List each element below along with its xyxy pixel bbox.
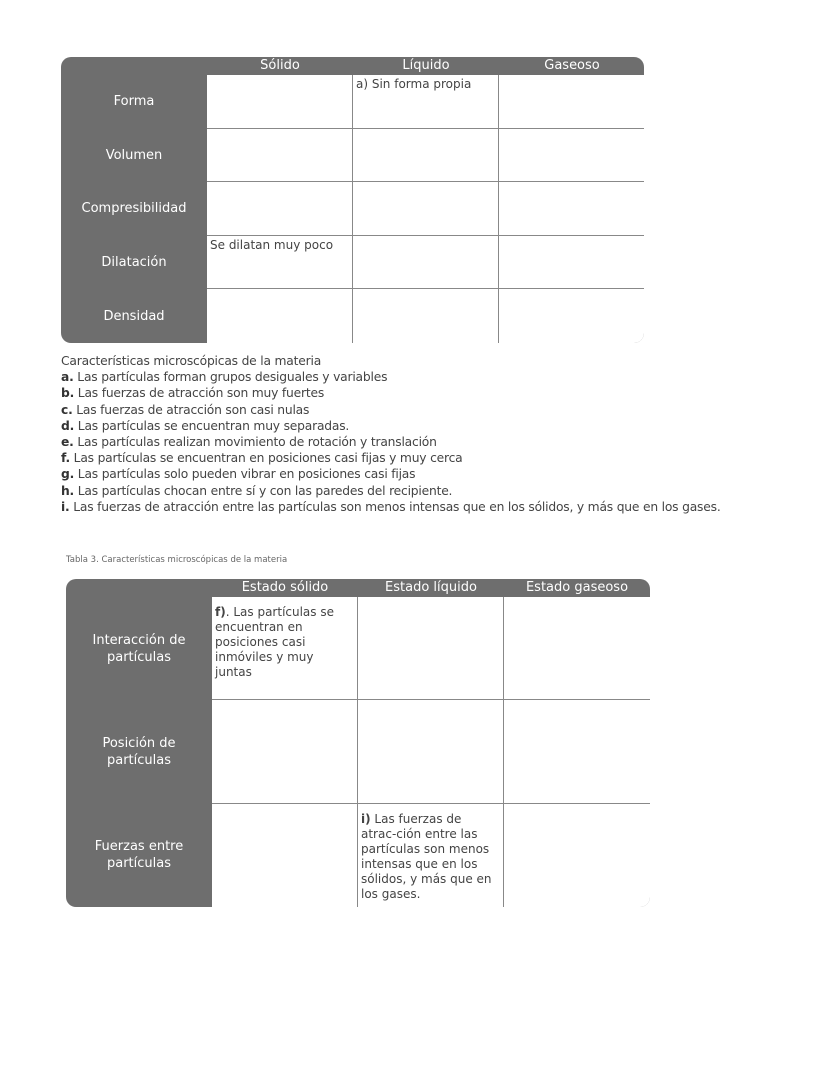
list-item-text: Las partículas se encuentran muy separadas. <box>74 418 350 433</box>
list-item-text: Las partículas se encuentran en posiciones casi fijas y muy cerca <box>69 451 463 466</box>
list-item-letter: h. <box>61 483 75 498</box>
table-cell[interactable] <box>353 129 499 183</box>
table-cell[interactable] <box>504 700 650 803</box>
list-item <box>61 483 721 499</box>
list-item-text: Las partículas solo pueden vibrar en posiciones casi fijas <box>74 467 416 482</box>
table-cell[interactable] <box>499 75 644 129</box>
list-item-text: Las partículas chocan entre sí y con las paredes del recipiente. <box>74 483 453 498</box>
list-item-letter: i. <box>61 499 70 514</box>
characteristics-list <box>61 353 721 515</box>
table-cell[interactable]: a) Sin forma propia <box>353 75 499 129</box>
table-cell[interactable] <box>207 129 353 183</box>
cell-letter: i) <box>361 811 371 826</box>
table-cell[interactable] <box>358 804 504 907</box>
row-label: Interacción de partículas <box>92 632 186 665</box>
list-item-text: Las fuerzas de atracción son casi nulas <box>72 402 310 417</box>
list-item <box>61 434 721 450</box>
row-label: Densidad <box>103 308 165 324</box>
cell-text: . Las partículas se encuentran en posiciones casi inmóviles y muy juntas <box>215 605 334 679</box>
list-item <box>61 466 721 482</box>
column-header-estado-liquido: Estado líquido <box>385 580 477 595</box>
table-cell[interactable] <box>212 597 358 700</box>
table-cell[interactable]: Se dilatan muy poco <box>207 236 353 290</box>
table-cell[interactable] <box>353 182 499 236</box>
column-header-solido: Sólido <box>260 58 300 73</box>
table-cell[interactable] <box>212 700 358 803</box>
list-item-text: Las fuerzas de atracción son muy fuertes <box>74 386 325 401</box>
cell-letter: f) <box>215 605 226 619</box>
table-cell[interactable] <box>358 597 504 700</box>
table-cell[interactable] <box>207 75 353 129</box>
row-label: Forma <box>113 94 155 110</box>
table-cell[interactable] <box>207 182 353 236</box>
row-label: Dilatación <box>101 255 167 271</box>
list-item-text: Las partículas realizan movimiento de rotación y translación <box>73 435 437 450</box>
list-item <box>61 418 721 434</box>
table-cell[interactable] <box>353 289 499 343</box>
row-label: Fuerzas entre partículas <box>94 839 184 872</box>
column-header-estado-solido: Estado sólido <box>241 580 329 595</box>
table-cell[interactable] <box>504 597 650 700</box>
table-caption: Tabla 3. Características microscópicas de la materia <box>66 555 288 565</box>
list-item-letter: c. <box>61 402 73 417</box>
list-item <box>61 450 721 466</box>
cell-text: Las fuerzas de atrac-ción entre las partículas son menos intensas que en los sólidos, y más que en los gases. <box>361 811 492 901</box>
table-cell[interactable] <box>212 804 358 907</box>
list-item <box>61 499 721 515</box>
row-label: Compresibilidad <box>81 201 187 217</box>
table-cell[interactable] <box>207 289 353 343</box>
table-cell[interactable] <box>499 236 644 290</box>
table-cell[interactable] <box>499 289 644 343</box>
row-label: Volumen <box>105 147 163 163</box>
list-item-letter: g. <box>61 467 75 482</box>
list-title: Características microscópicas de la materia <box>61 354 322 368</box>
column-header-estado-gaseoso: Estado gaseoso <box>525 580 629 595</box>
column-header-gaseoso: Gaseoso <box>544 58 600 73</box>
row-label: Posición de partículas <box>102 735 176 768</box>
table-states-microscopic <box>66 579 650 907</box>
table-cell[interactable] <box>504 804 650 907</box>
list-item-letter: b. <box>61 386 75 401</box>
list-item-letter: a. <box>61 370 74 385</box>
table-cell[interactable] <box>499 182 644 236</box>
list-item <box>61 369 721 385</box>
list-item-text: Las partículas forman grupos desiguales y variables <box>73 370 388 385</box>
list-item-letter: d. <box>61 418 75 433</box>
table-cell[interactable] <box>499 129 644 183</box>
list-item-letter: f. <box>61 451 70 466</box>
table-states-macroscopic <box>61 57 644 343</box>
table-cell[interactable] <box>353 236 499 290</box>
list-item <box>61 385 721 401</box>
list-item-text: Las fuerzas de atracción entre las partículas son menos intensas que en los sólidos, y más que en los gases. <box>69 499 721 514</box>
column-header-liquido: Líquido <box>402 58 450 73</box>
list-item-letter: e. <box>61 435 74 450</box>
table-cell[interactable] <box>358 700 504 803</box>
list-item <box>61 402 721 418</box>
